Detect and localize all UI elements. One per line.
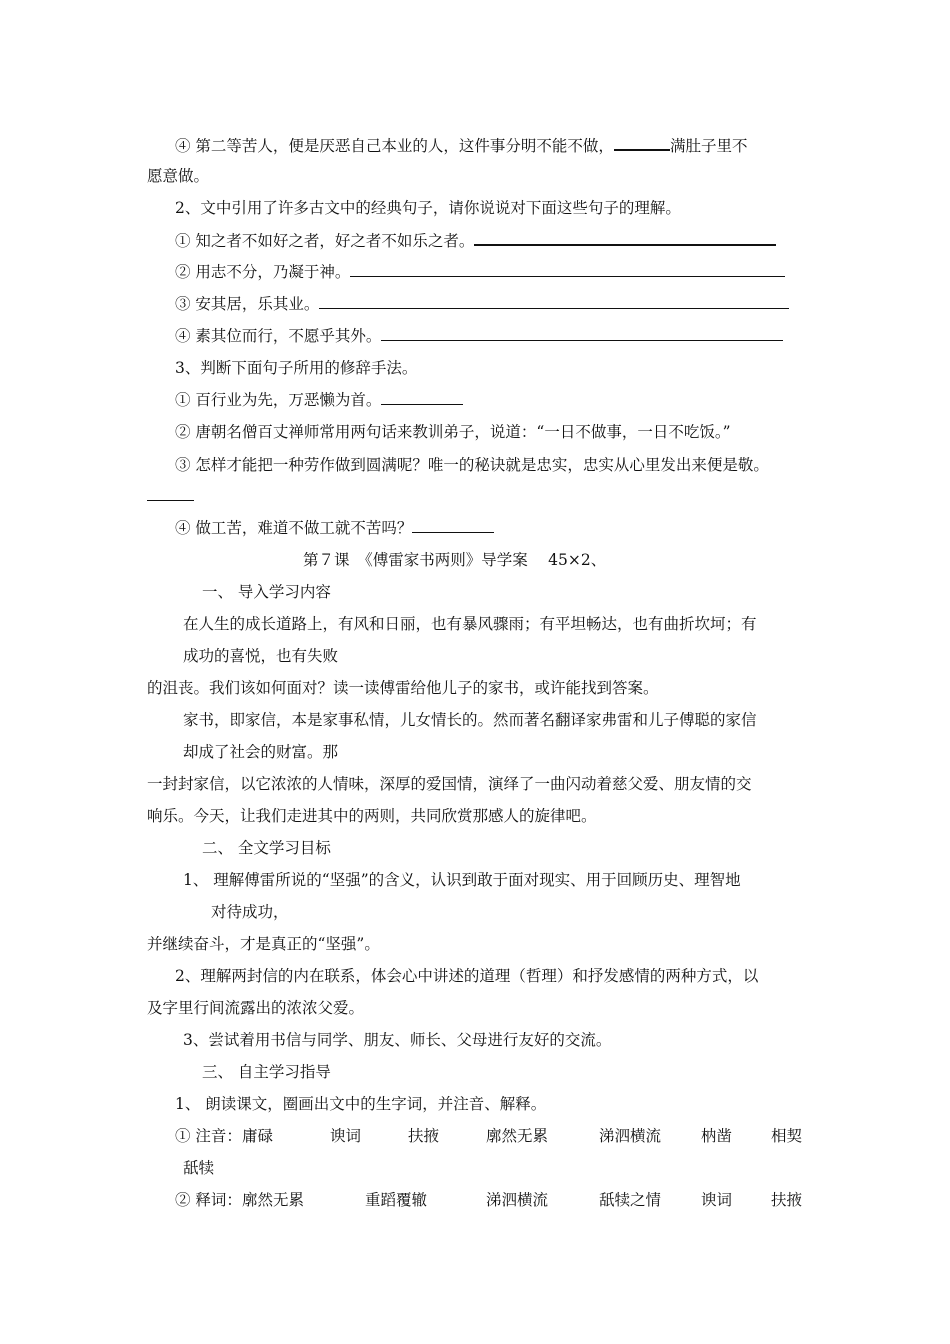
q3-item-3: ③ 怎样才能把一种劳作做到圆满呢？唯一的秘诀就是忠实，忠实从心里发出来便是敬。 xyxy=(175,456,769,474)
vocab-word: 谀词 xyxy=(701,1191,733,1209)
vocab-word: 扶掖 xyxy=(771,1191,803,1209)
vocab-word: 扶掖 xyxy=(408,1127,440,1145)
s1-para2-line2: 却成了社会的财富。那 xyxy=(183,743,339,761)
pinyin-row xyxy=(175,1126,803,1146)
answer-blank[interactable] xyxy=(381,390,463,405)
goal-2-line1: 2、理解两封信的内在联系，体会心中讲述的道理（哲理）和抒发感情的两种方式，以 xyxy=(175,967,759,985)
vocab-word: 相契 xyxy=(771,1127,803,1145)
vocab-word: 廓然无累 xyxy=(241,1191,304,1209)
goal-1-line1: 1、 理解傅雷所说的“坚强”的含义，认识到敢于面对现实、用于回顾历史、理智地 xyxy=(183,871,741,889)
vocab-word: 重蹈覆辙 xyxy=(365,1191,428,1209)
goal-3: 3、尝试着用书信与同学、朋友、师长、父母进行友好的交流。 xyxy=(183,1031,612,1049)
q3-item-2: ② 唐朝名僧百丈禅师常用两句话来教训弟子，说道：“一日不做事，一日不吃饭。” xyxy=(175,423,731,441)
vocab-word: 廓然无累 xyxy=(486,1127,549,1145)
vocab-word: 舐犊 xyxy=(183,1159,215,1177)
vocab-word: 谀词 xyxy=(330,1127,362,1145)
vocab-word: 涕泗横流 xyxy=(599,1127,662,1145)
q2-title: 2、文中引用了许多古文中的经典句子，请你说说对下面这些句子的理解。 xyxy=(175,199,681,217)
section-2-heading: 二、 全文学习目标 xyxy=(202,839,331,857)
q3-item-3-blank xyxy=(147,486,194,506)
goal-1-line2: 对待成功， xyxy=(211,903,289,921)
answer-blank[interactable] xyxy=(474,230,776,246)
s1-para1-line2: 成功的喜悦，也有失败 xyxy=(183,647,339,665)
s1-para1-line1: 在人生的成长道路上，有风和日丽，也有暴风骤雨；有平坦畅达，也有曲折坎坷；有 xyxy=(183,615,757,633)
q2-item-4: ④ 素其位而行，不愿乎其外。 xyxy=(175,326,783,346)
q3-item-1: ① 百行业为先，万恶懒为首。 xyxy=(175,390,463,410)
explain-label: ② 释词： xyxy=(175,1191,242,1209)
vocab-word: 舐犊之情 xyxy=(599,1191,662,1209)
answer-blank[interactable] xyxy=(147,486,194,501)
q1-item-4-cont: 愿意做。 xyxy=(147,167,210,185)
answer-blank[interactable] xyxy=(350,262,785,277)
answer-blank[interactable] xyxy=(412,518,494,533)
pinyin-label: ① 注音： xyxy=(175,1127,242,1145)
answer-blank[interactable] xyxy=(381,326,783,341)
explain-row xyxy=(175,1190,803,1210)
s1-para2-line1: 家书，即家信，本是家事私情，儿女情长的。然而著名翻译家弗雷和儿子傅聪的家信 xyxy=(183,711,757,729)
q1-item-4: ④ 第二等苦人，便是厌恶自己本业的人，这件事分明不能不做， 满肚子里不 xyxy=(175,137,748,155)
s1-para1-line3: 的沮丧。我们该如何面对？读一读傅雷给他儿子的家书，或许能找到答案。 xyxy=(147,679,659,697)
vocab-word: 庸碌 xyxy=(241,1127,273,1145)
q2-item-3: ③ 安其居，乐其业。 xyxy=(175,294,789,314)
goal-2-line2: 及字里行间流露出的浓浓父爱。 xyxy=(147,999,365,1017)
goal-1-line3: 并继续奋斗，才是真正的“坚强”。 xyxy=(147,935,380,953)
vocab-word: 涕泗横流 xyxy=(486,1191,549,1209)
vocab-word: 枘凿 xyxy=(701,1127,733,1145)
section-1-heading: 一、 导入学习内容 xyxy=(202,583,331,601)
s1-para2-line3: 一封封家信，以它浓浓的人情味，深厚的爱国情，演绎了一曲闪动着慈父爱、朋友情的交 xyxy=(147,775,752,793)
lesson-title: 第７课 《傅雷家书两则》导学案 45×2、 xyxy=(303,551,607,569)
s1-para2-line4: 响乐。今天，让我们走进其中的两则，共同欣赏那感人的旋律吧。 xyxy=(147,807,597,825)
answer-blank[interactable] xyxy=(614,135,670,151)
q2-item-1: ① 知之者不如好之者，好之者不如乐之者。 xyxy=(175,230,776,251)
q3-item-4: ④ 做工苦，难道不做工就不苦吗？ xyxy=(175,518,494,538)
q2-item-2: ② 用志不分，乃凝于神。 xyxy=(175,262,785,282)
q3-title: 3、判断下面句子所用的修辞手法。 xyxy=(175,359,418,377)
task-1: 1、 朗读课文，圈画出文中的生字词，并注音、解释。 xyxy=(175,1095,547,1113)
answer-blank[interactable] xyxy=(319,294,789,309)
section-3-heading: 三、 自主学习指导 xyxy=(202,1063,331,1081)
